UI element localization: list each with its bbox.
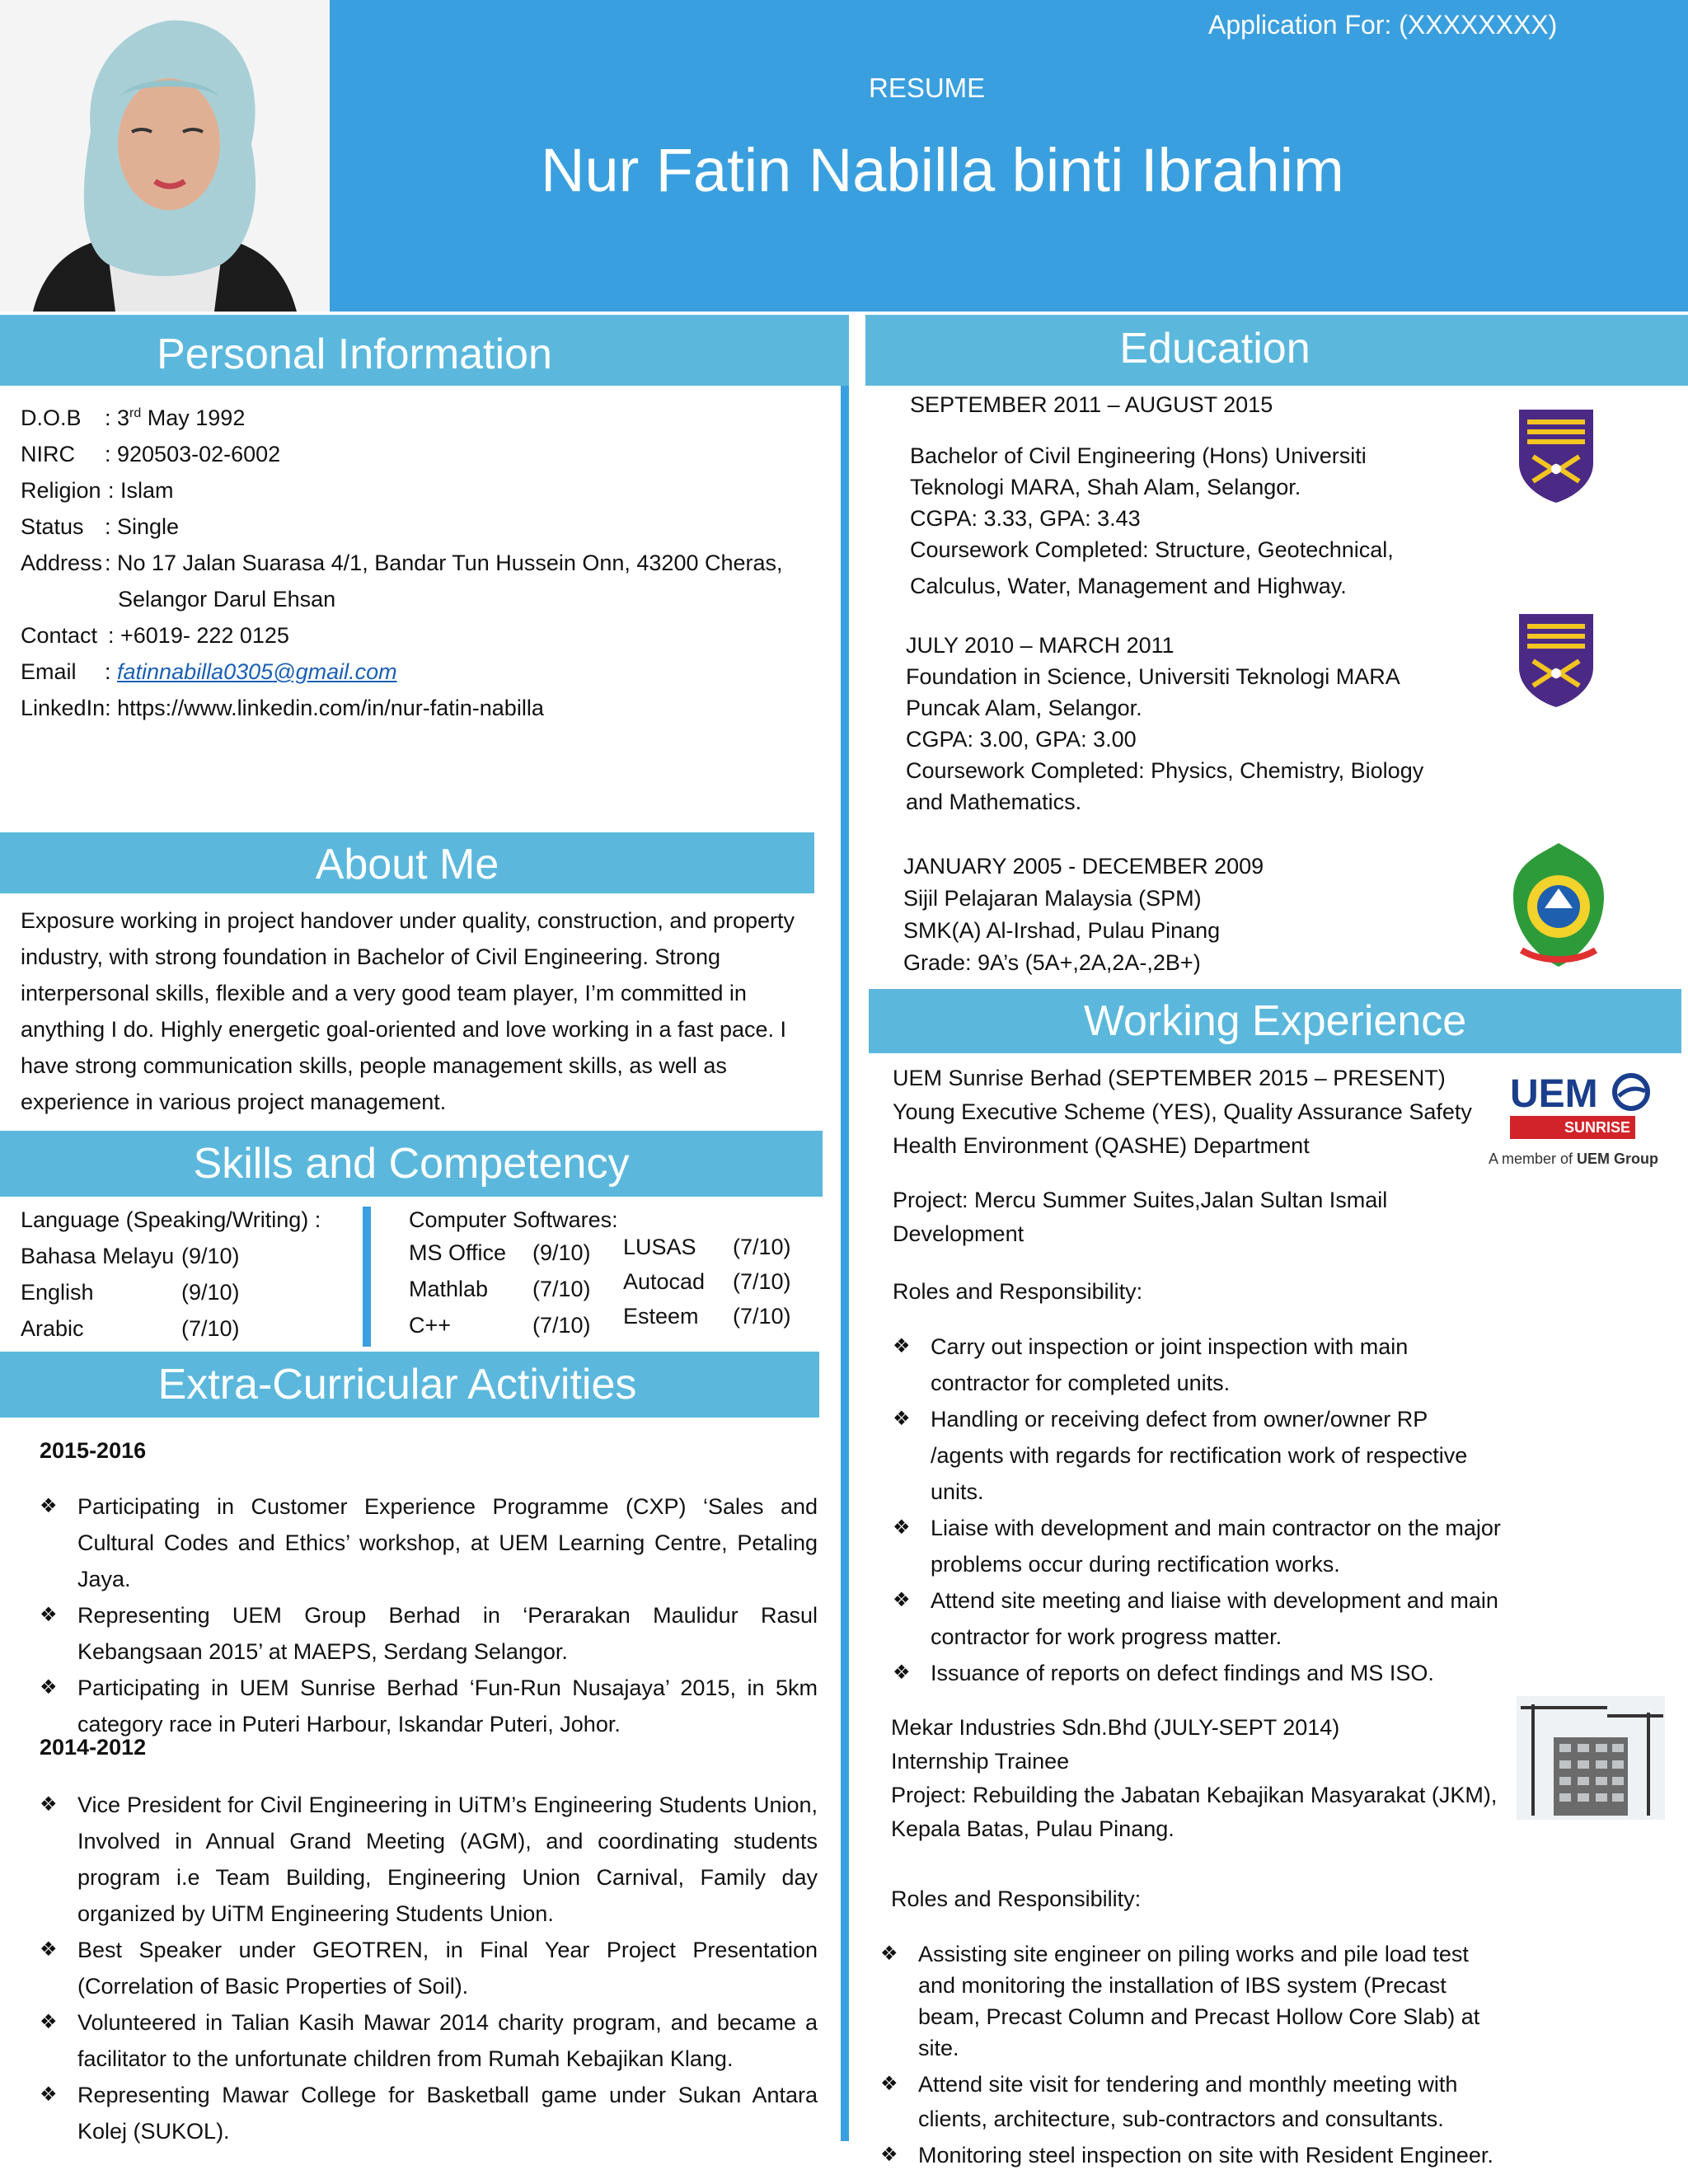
software-item bbox=[623, 1230, 791, 1264]
work-line: Kepala Batas, Pulau Pinang. bbox=[891, 1816, 1175, 1841]
education-line: Grade: 9A’s (5A+,2A,2A-,2B+) bbox=[903, 950, 1201, 975]
software-name: LUSAS bbox=[623, 1235, 696, 1259]
section-skills bbox=[0, 1131, 823, 1197]
education-entry-3 bbox=[903, 851, 1264, 979]
column-divider bbox=[841, 386, 849, 2141]
status-row bbox=[21, 509, 783, 545]
status-label: Status bbox=[21, 514, 84, 539]
section-title: Education bbox=[1119, 325, 1311, 373]
list-item: ❖ Vice President for Civil Engineering in UiTM’s Engineering Students Union, Involved in Annual Grand Meeting (AGM), and coordinating students program i.e Team Building, Engineering Union Carnival, Family day organized by UiTM Engineering Students Union. bbox=[40, 1787, 818, 1932]
software-block bbox=[409, 1202, 618, 1238]
uitm-crest-icon bbox=[1515, 405, 1597, 504]
education-period: SEPTEMBER 2011 – AUGUST 2015 bbox=[910, 392, 1273, 417]
language-item bbox=[21, 1238, 321, 1274]
email-link[interactable]: fatinnabilla0305@gmail.com bbox=[117, 659, 397, 684]
extra-list-2 bbox=[40, 1787, 818, 2149]
contact-value: : +6019- 222 0125 bbox=[108, 623, 289, 648]
extra-year-2: 2014-2012 bbox=[40, 1735, 147, 1760]
education-line: CGPA: 3.00, GPA: 3.00 bbox=[906, 727, 1137, 752]
email-row bbox=[21, 654, 783, 690]
address-line-2: Selangor Darul Ehsan bbox=[118, 587, 336, 612]
dob-row bbox=[21, 396, 783, 436]
education-line: Coursework Completed: Structure, Geotechnical, bbox=[910, 537, 1394, 562]
dob-day: : 3 bbox=[105, 405, 130, 430]
contact-label: Contact bbox=[21, 623, 98, 648]
work-2-roles bbox=[880, 1938, 1507, 2171]
education-line: Teknologi MARA, Shah Alam, Selangor. bbox=[910, 475, 1301, 499]
linkedin-row bbox=[21, 690, 783, 726]
profile-photo bbox=[0, 0, 330, 312]
list-item: ❖ Handling or receiving defect from owner/owner RP /agents with regards for rectification work of respective units. bbox=[893, 1401, 1503, 1510]
education-line: and Mathematics. bbox=[906, 790, 1082, 814]
list-item: ❖ Carry out inspection or joint inspection with main contractor for completed units. bbox=[893, 1329, 1503, 1401]
software-score: (7/10) bbox=[733, 1235, 791, 1259]
language-name: Arabic bbox=[21, 1316, 84, 1341]
skills-divider bbox=[363, 1207, 371, 1347]
list-item: ❖ Participating in UEM Sunrise Berhad ‘Fun-Run Nusajaya’ 2015, in 5km category race in Puteri Harbour, Iskandar Puteri, Johor. bbox=[40, 1670, 818, 1742]
section-title: Working Experience bbox=[1083, 997, 1467, 1045]
work-line: Health Environment (QASHE) Department bbox=[893, 1133, 1310, 1158]
address-row bbox=[21, 545, 783, 581]
software-item bbox=[409, 1271, 591, 1307]
contact-row bbox=[21, 617, 783, 654]
uitm-crest-icon bbox=[1515, 610, 1597, 709]
education-line: Coursework Completed: Physics, Chemistry, Biology bbox=[906, 758, 1424, 783]
education-line: Puncak Alam, Selangor. bbox=[906, 696, 1142, 720]
software-name: MS Office bbox=[409, 1240, 507, 1265]
about-text: Exposure working in project handover under quality, construction, and property industry, with strong foundation in Bachelor of Civil Engineering. Strong interpersonal skills, flexible and a very good team player, I’m committed in anything I do. Highly energetic goal-oriented and love working in a fast pace. I have strong communication skills, people management skills, as well as experience in various project management. bbox=[21, 908, 795, 1114]
list-item: ❖ Representing UEM Group Berhad in ‘Perarakan Maulidur Rasul Kebangsaan 2015’ at MAEPS, Serdang Selangor. bbox=[40, 1597, 818, 1670]
logo-member-prefix: A member of bbox=[1489, 1151, 1578, 1167]
list-item: ❖ Assisting site engineer on piling works and pile load test and monitoring the installation of IBS system (Precast beam, Precast Column and Precast Hollow Core Slab) at site. bbox=[880, 1938, 1507, 2064]
section-title: About Me bbox=[315, 841, 499, 888]
section-about-me bbox=[0, 832, 814, 893]
software-name: C++ bbox=[409, 1313, 452, 1338]
section-title: Skills and Competency bbox=[193, 1140, 630, 1188]
language-item bbox=[21, 1310, 321, 1347]
section-personal-information bbox=[0, 315, 849, 386]
software-title: Computer Softwares: bbox=[409, 1207, 618, 1232]
list-item: ❖ Monitoring steel inspection on site with Resident Engineer. bbox=[880, 2139, 1507, 2171]
work-2-header bbox=[891, 1711, 1497, 1846]
work-2-roles-title: Roles and Responsibility: bbox=[891, 1886, 1142, 1911]
software-item bbox=[623, 1264, 791, 1299]
address-label: Address bbox=[21, 551, 103, 575]
software-item bbox=[409, 1235, 591, 1271]
education-entry-2 bbox=[906, 630, 1423, 818]
personal-info bbox=[21, 396, 783, 726]
language-name: Bahasa Melayu bbox=[21, 1244, 175, 1268]
education-line: CGPA: 3.33, GPA: 3.43 bbox=[910, 506, 1141, 531]
software-score: (7/10) bbox=[733, 1269, 791, 1294]
email-colon: : bbox=[105, 659, 118, 684]
work-line: Young Executive Scheme (YES), Quality Assurance Safety bbox=[893, 1099, 1472, 1124]
list-item: ❖ Liaise with development and main contractor on the major problems occur during rectification works. bbox=[893, 1510, 1503, 1582]
education-line: Bachelor of Civil Engineering (Hons) Universiti bbox=[910, 443, 1367, 468]
work-line: Project: Rebuilding the Jabatan Kebajikan Masyarakat (JKM), bbox=[891, 1783, 1498, 1807]
list-item: ❖ Best Speaker under GEOTREN, in Final Year Project Presentation (Correlation of Basic Properties of Soil). bbox=[40, 1932, 818, 2004]
logo-sub: SUNRISE bbox=[1510, 1116, 1635, 1139]
address-line-1: : No 17 Jalan Suarasa 4/1, Bandar Tun Hussein Onn, 43200 Cheras, bbox=[105, 551, 783, 575]
nirc-value: : 920503-02-6002 bbox=[105, 442, 281, 466]
software-name: Mathlab bbox=[409, 1277, 489, 1301]
section-title: Personal Information bbox=[157, 330, 552, 378]
school-crest-icon bbox=[1505, 839, 1612, 971]
education-entry-1 bbox=[910, 389, 1394, 602]
language-title: Language (Speaking/Writing) : bbox=[21, 1207, 321, 1232]
uem-sunrise-logo bbox=[1489, 1071, 1686, 1179]
religion-value: : Islam bbox=[108, 478, 174, 503]
dob-rest: May 1992 bbox=[141, 405, 246, 430]
linkedin-value[interactable]: : https://www.linkedin.com/in/nur-fatin-nabilla bbox=[105, 696, 544, 720]
building-crane-icon bbox=[1517, 1696, 1665, 1820]
dob-suffix: rd bbox=[129, 406, 142, 420]
software-left bbox=[409, 1235, 591, 1343]
work-1-project: Project: Mercu Summer Suites,Jalan Sultan Ismail Development bbox=[893, 1188, 1388, 1246]
language-item bbox=[21, 1274, 321, 1310]
list-item: ❖ Participating in Customer Experience Programme (CXP) ‘Sales and Cultural Codes and Ethics’ workshop, at UEM Learning Centre, Petaling Jaya. bbox=[40, 1488, 818, 1597]
nirc-row bbox=[21, 436, 783, 472]
email-label: Email bbox=[21, 659, 77, 684]
software-item bbox=[623, 1299, 791, 1333]
extra-year-1: 2015-2016 bbox=[40, 1438, 147, 1463]
work-1-header bbox=[893, 1062, 1472, 1163]
software-score: (7/10) bbox=[733, 1304, 791, 1329]
language-score: (7/10) bbox=[181, 1316, 240, 1341]
linkedin-label: LinkedIn bbox=[21, 696, 106, 720]
extra-list-1 bbox=[40, 1488, 818, 1742]
list-item: ❖ Representing Mawar College for Basketball game under Sukan Antara Kolej (SUKOL). bbox=[40, 2077, 818, 2149]
dob-label: D.O.B bbox=[21, 405, 82, 430]
education-line: SMK(A) Al-Irshad, Pulau Pinang bbox=[903, 918, 1221, 943]
language-score: (9/10) bbox=[181, 1244, 240, 1268]
list-item: ❖ Volunteered in Talian Kasih Mawar 2014 charity program, and became a facilitator to the unfortunate children from Rumah Kebajikan Klang. bbox=[40, 2004, 818, 2077]
work-line: Mekar Industries Sdn.Bhd (JULY-SEPT 2014) bbox=[891, 1715, 1340, 1740]
education-period: JANUARY 2005 - DECEMBER 2009 bbox=[903, 854, 1264, 879]
software-score: (7/10) bbox=[532, 1277, 591, 1301]
software-right bbox=[623, 1230, 791, 1333]
list-item: ❖ Attend site visit for tendering and monthly meeting with clients, architecture, sub-contractors and consultants. bbox=[880, 2067, 1507, 2136]
languages-block bbox=[21, 1202, 321, 1347]
section-title: Extra-Curricular Activities bbox=[157, 1361, 637, 1408]
work-1-roles bbox=[893, 1329, 1503, 1691]
section-education bbox=[865, 315, 1688, 386]
software-name: Esteem bbox=[623, 1304, 699, 1329]
work-1-roles-title: Roles and Responsibility: bbox=[893, 1279, 1143, 1304]
language-score: (9/10) bbox=[181, 1280, 240, 1305]
list-item: ❖ Attend site meeting and liaise with development and main contractor for work progress matter. bbox=[893, 1582, 1503, 1655]
education-line: Calculus, Water, Management and Highway. bbox=[910, 574, 1347, 598]
software-score: (7/10) bbox=[532, 1313, 591, 1338]
religion-row bbox=[21, 472, 783, 509]
logo-member-group: UEM Group bbox=[1577, 1151, 1659, 1167]
list-item: ❖ Issuance of reports on defect findings and MS ISO. bbox=[893, 1655, 1503, 1691]
work-line: UEM Sunrise Berhad (SEPTEMBER 2015 – PRESENT) bbox=[893, 1066, 1446, 1090]
education-period: JULY 2010 – MARCH 2011 bbox=[906, 633, 1175, 658]
work-line: Internship Trainee bbox=[891, 1749, 1070, 1774]
education-line: Foundation in Science, Universiti Teknologi MARA bbox=[906, 664, 1400, 689]
application-for: Application For: (XXXXXXXX) bbox=[1208, 10, 1558, 40]
nirc-label: NIRC bbox=[21, 442, 75, 466]
software-item bbox=[409, 1307, 591, 1343]
status-value: : Single bbox=[105, 514, 180, 539]
software-score: (9/10) bbox=[532, 1240, 591, 1265]
candidate-name: Nur Fatin Nabilla binti Ibrahim bbox=[541, 136, 1344, 204]
logo-text: UEM bbox=[1510, 1072, 1598, 1116]
section-extra-curricular bbox=[0, 1352, 819, 1418]
religion-label: Religion bbox=[21, 478, 101, 503]
software-name: Autocad bbox=[623, 1269, 706, 1294]
logo-member bbox=[1489, 1151, 1658, 1168]
section-working-experience bbox=[869, 989, 1681, 1053]
language-name: English bbox=[21, 1280, 94, 1305]
education-line: Sijil Pelajaran Malaysia (SPM) bbox=[903, 886, 1202, 911]
resume-label: RESUME bbox=[869, 73, 986, 103]
